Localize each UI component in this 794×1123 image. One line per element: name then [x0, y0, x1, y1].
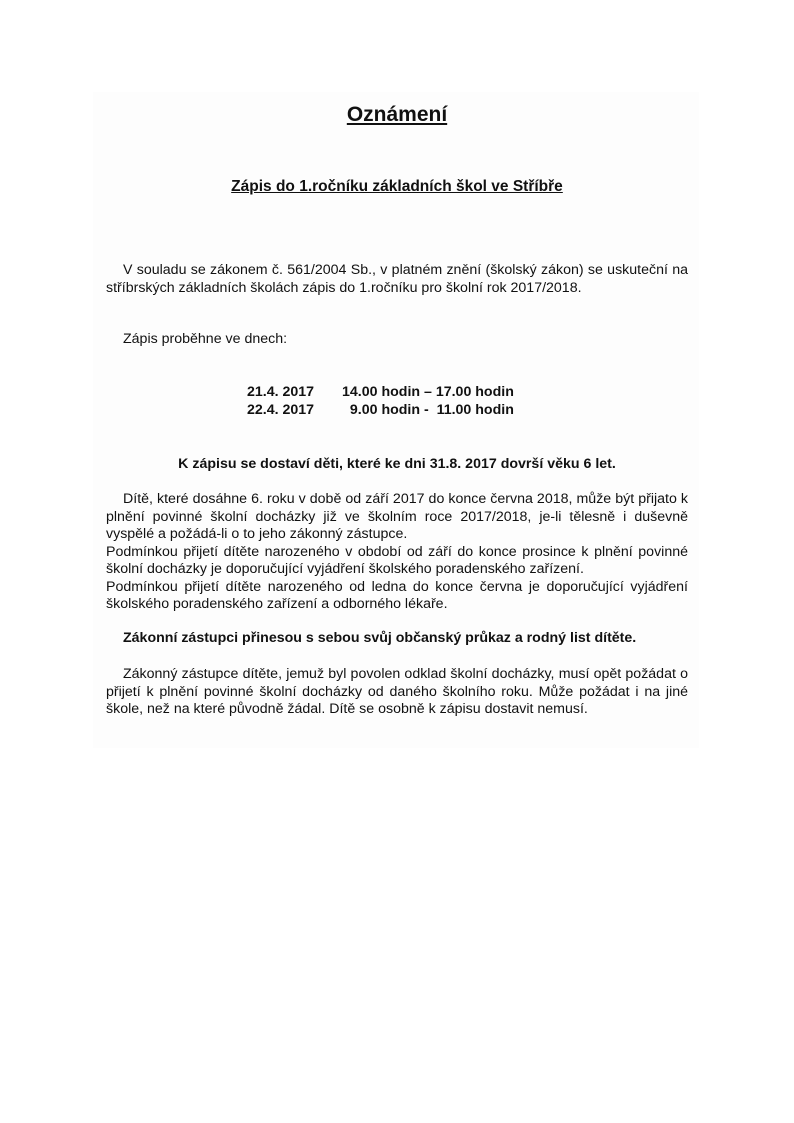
early-admission-paragraph: Dítě, které dosáhne 6. roku v době od září 2017 do konce června 2018, může být přijato k plnění povinné školní docházky již ve školním roce 2017/2018, je-li tělesně i duševně vyspělé a požádá-li o to jeho zákonný zástupce.: [106, 491, 688, 542]
age-notice: K zápisu se dostaví děti, které ke dni 31.8. 2017 dovrší věku 6 let.: [178, 456, 616, 472]
schedule-label: Zápis proběhne ve dnech:: [123, 331, 288, 347]
documents-notice-block: [106, 630, 688, 648]
page-subtitle: Zápis do 1.ročníku základních škol ve Stříbře: [231, 178, 563, 195]
schedule-table: [247, 383, 572, 419]
schedule-date: 22.4. 2017: [247, 402, 315, 418]
intro-block: [106, 262, 688, 297]
schedule-row: [247, 401, 572, 419]
documents-notice: Zákonní zástupci přinesou s sebou svůj občanský průkaz a rodný list dítěte.: [123, 630, 637, 646]
intro-paragraph: V souladu se zákonem č. 561/2004 Sb., v platném znění (školský zákon) se uskuteční na stříbrských základních školách zápis do 1.ročníku pro školní rok 2017/2018.: [106, 262, 688, 296]
schedule-date: 21.4. 2017: [247, 384, 315, 400]
deferral-paragraph: Zákonný zástupce dítěte, jemuž byl povolen odklad školní docházky, musí opět požádat o přijetí k plnění povinné školní docházky od daného školního roku. Může požádat i na jiné škole, než na které původně žádal. Dítě se osobně k zápisu dostavit nemusí.: [106, 666, 688, 717]
schedule-label-block: [106, 331, 688, 349]
schedule-row: [247, 383, 572, 401]
schedule-time: 9.00 hodin - 11.00 hodin: [342, 402, 514, 418]
condition-paragraph-1: Podmínkou přijetí dítěte narozeného v období od září do konce prosince k plnění povinné školní docházky je doporučující vyjádření školského poradenského zařízení.: [106, 543, 688, 577]
page-title: Oznámení: [346, 103, 448, 126]
conditions-block: [106, 491, 688, 614]
deferral-block: [106, 666, 688, 719]
schedule-time: 14.00 hodin – 17.00 hodin: [342, 384, 514, 400]
condition-paragraph-2: Podmínkou přijetí dítěte narozeného od ledna do konce června je doporučující vyjádření školského poradenského zařízení a odborného lékaře.: [106, 578, 688, 612]
